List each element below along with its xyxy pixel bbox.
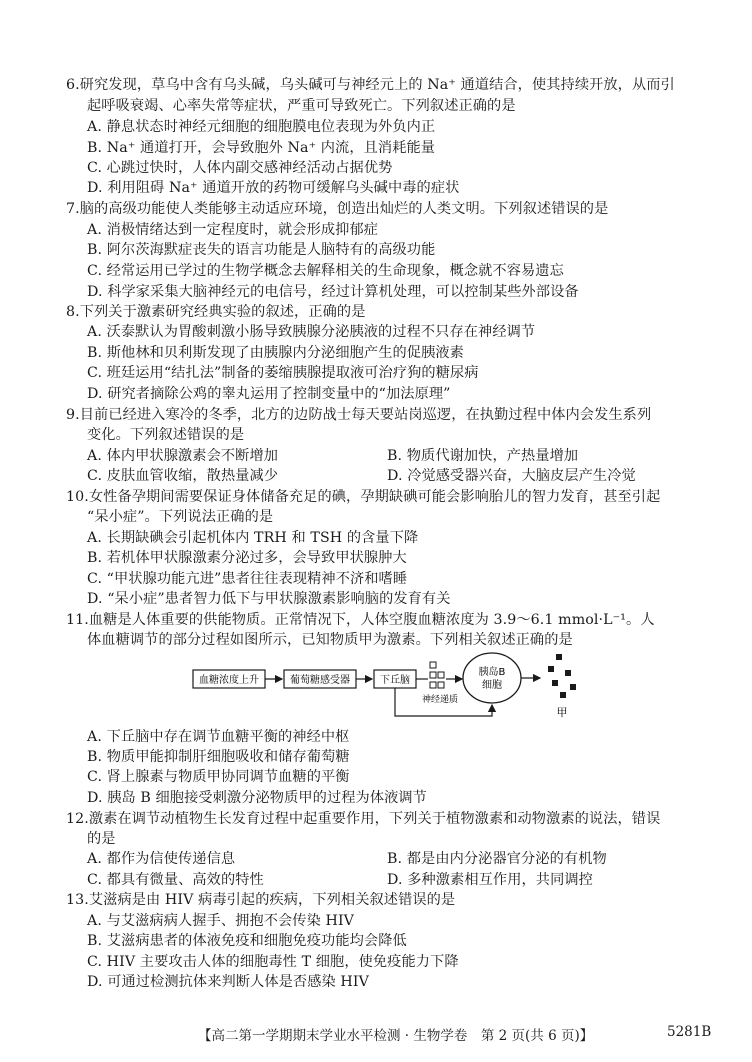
q8-option-a: A. 沃泰默认为胃酸刺激小肠导致胰腺分泌胰液的过程不只存在神经调节 <box>87 324 536 340</box>
q8-option-d: D. 研究者摘除公鸡的睾丸运用了控制变量中的“加法原理” <box>87 386 451 402</box>
hypothalamus-label: 下丘脑 <box>380 675 410 686</box>
q12-option-d: D. 多种激素相互作用，共同调控 <box>387 872 593 888</box>
q10-option-d: D. “呆小症”患者智力低下与甲状腺激素影响脑的发育有关 <box>87 591 451 607</box>
q9-stem-line2: 变化。下列叙述错误的是 <box>87 427 245 443</box>
neurotransmitter-vesicles <box>430 662 444 688</box>
q6-option-a: A. 静息状态时神经元细胞的细胞膜电位表现为外负内正 <box>87 119 436 135</box>
q13-option-a: A. 与艾滋病病人握手、拥抱不会传染 HIV <box>87 913 355 929</box>
q10-stem-line2: “呆小症”。下列说法正确的是 <box>87 509 274 525</box>
q8-option-c: C. 班廷运用“结扎法”制备的萎缩胰腺提取液可治疗狗的糖尿病 <box>87 365 479 381</box>
glucose-receptor-box <box>284 670 356 688</box>
q7-option-c: C. 经常运用已学过的生物学概念去解释相关的生命现象，概念就不容易遗忘 <box>87 263 564 279</box>
q6-option-d: D. 利用阻碍 Na⁺ 通道开放的药物可缓解乌头碱中毒的症状 <box>87 180 460 196</box>
q7-option-a: A. 消极情绪达到一定程度时，就会形成抑郁症 <box>87 222 379 238</box>
q6-option-b: B. Na⁺ 通道打开，会导致胞外 Na⁺ 内流，且消耗能量 <box>87 140 436 156</box>
page-footer: 【高二第一学期期末学业水平检测 · 生物学卷 第 2 页(共 6 页)】 <box>198 1028 594 1044</box>
q7-stem-line1: 7.脑的高级功能使人类能够主动适应环境，创造出灿烂的人类文明。下列叙述错误的是 <box>66 201 609 217</box>
blood-glucose-regulation-diagram <box>190 650 590 725</box>
q8-option-b: B. 斯他林和贝利斯发现了由胰腺内分泌细胞产生的促胰液素 <box>87 345 464 361</box>
hypothalamus-box <box>374 670 416 688</box>
q9-option-d: D. 冷觉感受器兴奋，大脑皮层产生冷觉 <box>387 468 636 484</box>
q9-option-a: A. 体内甲状腺激素会不断增加 <box>87 448 279 464</box>
q11-stem-line1: 11.血糖是人体重要的供能物质。正常情况下，人体空腹血糖浓度为 3.9～6.1 mmol·L⁻¹。人 <box>66 612 655 628</box>
q11-option-b: B. 物质甲能抑制肝细胞吸收和储存葡萄糖 <box>87 749 350 765</box>
q10-stem-line1: 10.女性备孕期间需要保证身体储备充足的碘，孕期缺碘可能会影响胎儿的智力发育，甚至引起 <box>66 489 661 505</box>
q11-option-c: C. 肾上腺素与物质甲协同调节血糖的平衡 <box>87 769 350 785</box>
q13-option-b: B. 艾滋病患者的体液免疫和细胞免疫功能均会降低 <box>87 933 407 949</box>
islet-b-cell <box>463 653 521 703</box>
glucose-rise-box <box>193 670 265 688</box>
q10-option-c: C. “甲状腺功能亢进”患者往往表现精神不济和嗜睡 <box>87 571 408 587</box>
q13-option-d: D. 可通过检测抗体来判断人体是否感染 HIV <box>87 974 369 990</box>
q7-option-b: B. 阿尔茨海默症丧失的语言功能是人脑特有的高级功能 <box>87 242 436 258</box>
paper-code: 5281B <box>667 1024 712 1040</box>
q9-option-c: C. 皮肤血管收缩，散热量减少 <box>87 468 279 484</box>
glucose-rise-label: 血糖浓度上升 <box>199 675 259 686</box>
q13-option-c: C. HIV 主要攻击人体的细胞毒性 T 细胞，使免疫能力下降 <box>87 954 459 970</box>
islet-b-label-1: 胰岛B <box>478 667 506 678</box>
q10-option-b: B. 若机体甲状腺激素分泌过多，会导致甲状腺肿大 <box>87 550 407 566</box>
q11-stem-line2: 体血糖调节的部分过程如图所示，已知物质甲为激素。下列相关叙述正确的是 <box>87 632 573 648</box>
q10-option-a: A. 长期缺碘会引起机体内 TRH 和 TSH 的含量下降 <box>87 530 419 546</box>
q13-stem-line1: 13.艾滋病是由 HIV 病毒引起的疾病，下列相关叙述错误的是 <box>66 892 456 908</box>
q9-stem-line1: 9.目前已经进入寒冷的冬季，北方的边防战士每天要站岗巡逻，在执勤过程中体内会发生系列 <box>66 407 652 423</box>
neurotransmitter-label: 神经递质 <box>421 695 459 705</box>
q12-option-b: B. 都是由内分泌器官分泌的有机物 <box>387 851 607 867</box>
q6-stem-line2: 起呼吸衰竭、心率失常等症状，严重可导致死亡。下列叙述正确的是 <box>87 98 516 114</box>
q12-stem-line2: 的是 <box>87 831 116 847</box>
substance-jia-particles <box>548 654 576 698</box>
q8-stem-line1: 8.下列关于激素研究经典实验的叙述，正确的是 <box>66 304 366 320</box>
substance-jia-label: 甲 <box>556 706 568 719</box>
q12-option-c: C. 都具有微量、高效的特性 <box>87 872 264 888</box>
q11-option-a: A. 下丘脑中存在调节血糖平衡的神经中枢 <box>87 729 350 745</box>
glucose-receptor-label: 葡萄糖感受器 <box>290 675 350 686</box>
q6-option-c: C. 心跳过快时，人体内副交感神经活动占据优势 <box>87 160 393 176</box>
q6-stem-line1: 6.研究发现，草乌中含有乌头碱，乌头碱可与神经元上的 Na⁺ 通道结合，使其持续开放，从而引 <box>66 77 675 93</box>
q12-stem-line1: 12.激素在调节动植物生长发育过程中起重要作用，下列关于植物激素和动物激素的说法，错误 <box>66 811 661 827</box>
q9-option-b: B. 物质代谢加快，产热量增加 <box>387 448 579 464</box>
q7-option-d: D. 科学家采集大脑神经元的电信号，经过计算机处理，可以控制某些外部设备 <box>87 284 579 300</box>
q12-option-a: A. 都作为信使传递信息 <box>87 851 236 867</box>
islet-b-label-2: 细胞 <box>482 680 502 691</box>
q11-option-d: D. 胰岛 B 细胞接受刺激分泌物质甲的过程为体液调节 <box>87 790 427 806</box>
